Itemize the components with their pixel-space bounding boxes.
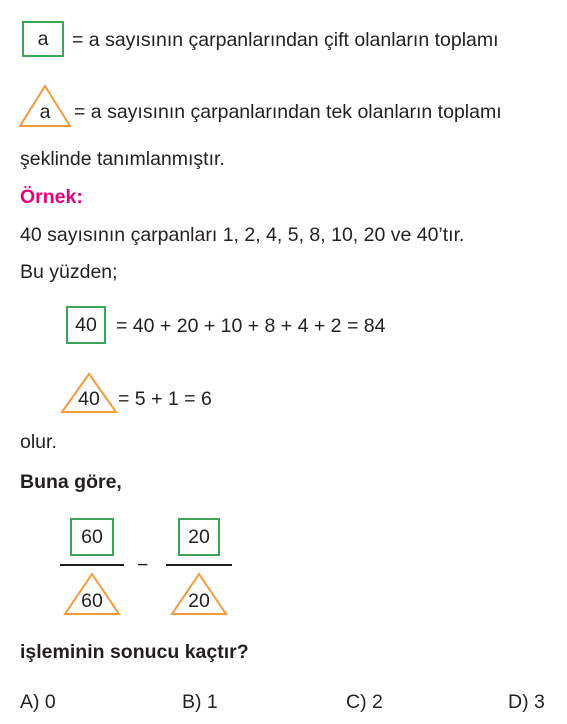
example-line-1: 40 sayısının çarpanları 1, 2, 4, 5, 8, 10, 20 ve 40’tır. [20,224,465,246]
example-triangle-symbol [60,372,118,414]
option-c[interactable]: C) 2 [346,691,383,713]
fraction2-numerator-square [178,518,220,556]
example-heading: Örnek: [20,186,83,208]
example-triangle-value: 40 [78,388,100,410]
fraction2-numerator-value: 20 [188,525,210,548]
option-d[interactable]: D) 3 [508,691,545,713]
subtraction-operator: − [137,554,149,576]
example-triangle-equation: = 5 + 1 = 6 [118,388,212,410]
fraction2-line [166,564,232,566]
fraction2-denominator-value: 20 [188,590,210,612]
fraction1-line [60,564,124,566]
triangle-symbol-var: a [39,101,51,123]
question-prompt: işleminin sonucu kaçtır? [20,641,249,663]
question-intro: Buna göre, [20,471,122,493]
example-square-symbol [66,306,106,344]
fraction2-denominator-triangle [170,572,228,616]
definition-closing: şeklinde tanımlanmıştır. [20,148,225,170]
triangle-symbol [18,84,72,128]
triangle-definition-text: = a sayısının çarpanlarından tek olanların toplamı [74,101,502,123]
fraction1-numerator-value: 60 [81,525,103,548]
option-b[interactable]: B) 1 [182,691,218,713]
example-square-equation: = 40 + 20 + 10 + 8 + 4 + 2 = 84 [116,315,386,337]
square-definition-text: = a sayısının çarpanlarından çift olanların toplamı [72,29,499,51]
fraction1-numerator-square [70,518,114,556]
fraction1-denominator-triangle [63,572,121,616]
square-symbol-var: a [37,27,49,50]
example-square-value: 40 [75,313,97,336]
fraction1-denominator-value: 60 [81,590,103,612]
square-symbol [22,21,64,57]
example-closing: olur. [20,431,57,453]
example-line-2: Bu yüzden; [20,261,118,283]
option-a[interactable]: A) 0 [20,691,56,713]
